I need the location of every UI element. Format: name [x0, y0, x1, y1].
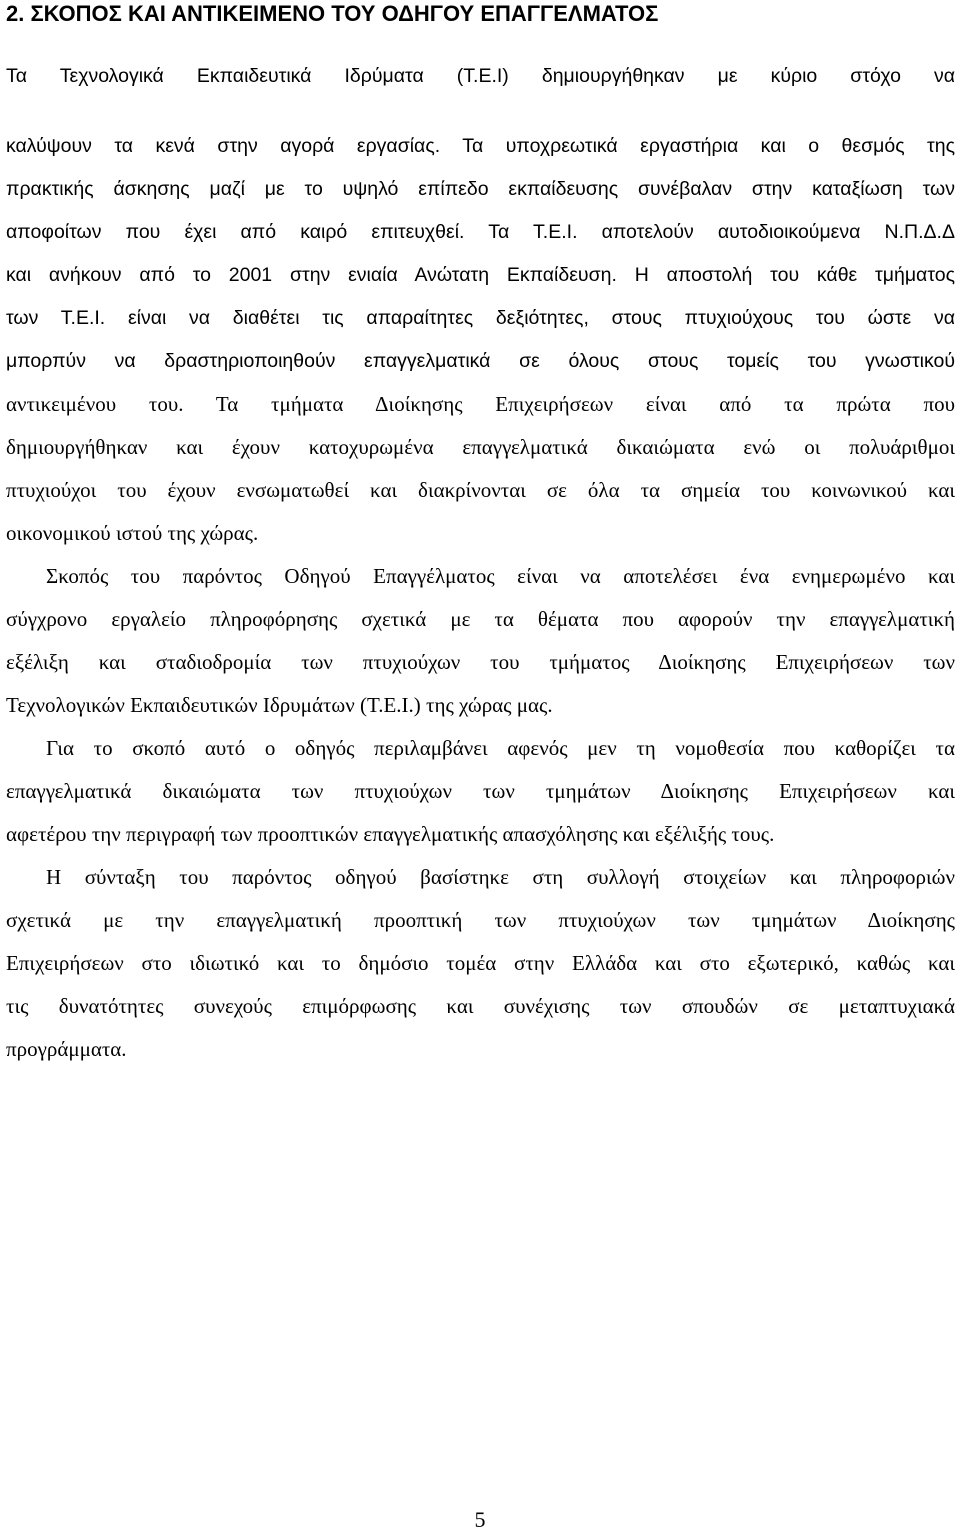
text-line: οικονομικού ιστού της χώρας.: [6, 521, 259, 545]
text-line: προγράμματα.: [6, 1037, 127, 1061]
section-heading: 2. ΣΚΟΠΟΣ ΚΑΙ ΑΝΤΙΚΕΙΜΕΝΟ ΤΟΥ ΟΔΗΓΟΥ ΕΠΑΓΓΕΛΜΑΤΟΣ: [6, 1, 659, 26]
text-line: σχετικά με την επαγγελματική προοπτική των πτυχιούχων των τμημάτων Διοίκησης: [6, 908, 955, 932]
text-line: των Τ.Ε.Ι. είναι να διαθέτει τις απαραίτητες δεξιότητες, στους πτυχιούχους του ώστε να: [6, 307, 955, 329]
text-line: Για το σκοπό αυτό ο οδηγός περιλαμβάνει αφενός μεν τη νομοθεσία που καθορίζει τα: [46, 736, 955, 760]
text-line: εξέλιξη και σταδιοδρομία των πτυχιούχων του τμήματος Διοίκησης Επιχειρήσεων των: [6, 650, 955, 674]
text-line: Επιχειρήσεων στο ιδιωτικό και το δημόσιο τομέα στην Ελλάδα και στο εξωτερικό, καθώς και: [6, 951, 955, 975]
text-line: μπορπύν να δραστηριοποιηθούν επαγγελματικά σε όλους στους τομείς του γνωστικού: [6, 350, 955, 372]
text-line: αποφοίτων που έχει από καιρό επιτευχθεί. Τα Τ.Ε.Ι. αποτελούν αυτοδιοικούμενα Ν.Π.Δ.Δ: [6, 221, 955, 243]
text-line: καλύψουν τα κενά στην αγορά εργασίας. Τα υποχρεωτικά εργαστήρια και ο θεσμός της: [6, 135, 955, 157]
text-line: Σκοπός του παρόντος Οδηγού Επαγγέλματος είναι να αποτελέσει ένα ενημερωμένο και: [46, 564, 955, 588]
text-line: πτυχιούχοι του έχουν ενσωματωθεί και διακρίνονται σε όλα τα σημεία του κοινωνικού και: [6, 478, 955, 502]
text-line: αντικειμένου του. Τα τμήματα Διοίκησης Επιχειρήσεων είναι από τα πρώτα που: [6, 392, 955, 416]
text-line: τις δυνατότητες συνεχούς επιμόρφωσης και συνέχισης των σπουδών σε μεταπτυχιακά: [6, 994, 955, 1018]
text-line: Τεχνολογικών Εκπαιδευτικών Ιδρυμάτων (Τ.Ε.Ι.) της χώρας μας.: [6, 693, 553, 717]
text-line: Τα Τεχνολογικά Εκπαιδευτικά Ιδρύματα (Τ.Ε.Ι) δημιουργήθηκαν με κύριο στόχο να: [6, 65, 955, 87]
page-number: 5: [474, 1507, 486, 1532]
text-line: σύγχρονο εργαλείο πληροφόρησης σχετικά με τα θέματα που αφορούν την επαγγελματική: [6, 607, 955, 631]
text-line: επαγγελματικά δικαιώματα των πτυχιούχων των τμημάτων Διοίκησης Επιχειρήσεων και: [6, 779, 955, 803]
text-line: και ανήκουν από το 2001 στην ενιαία Ανώτατη Εκπαίδευση. Η αποστολή του κάθε τμήματος: [6, 264, 955, 286]
text-line: αφετέρου την περιγραφή των προοπτικών επαγγελματικής απασχόλησης και εξέλιξής τους.: [6, 822, 775, 846]
text-line: δημιουργήθηκαν και έχουν κατοχυρωμένα επαγγελματικά δικαιώματα ενώ οι πολυάριθμοι: [6, 435, 955, 459]
text-line: Η σύνταξη του παρόντος οδηγού βασίστηκε στη συλλογή στοιχείων και πληροφοριών: [46, 865, 955, 889]
text-line: πρακτικής άσκησης μαζί με το υψηλό επίπεδο εκπαίδευσης συνέβαλαν στην καταξίωση των: [6, 178, 955, 200]
